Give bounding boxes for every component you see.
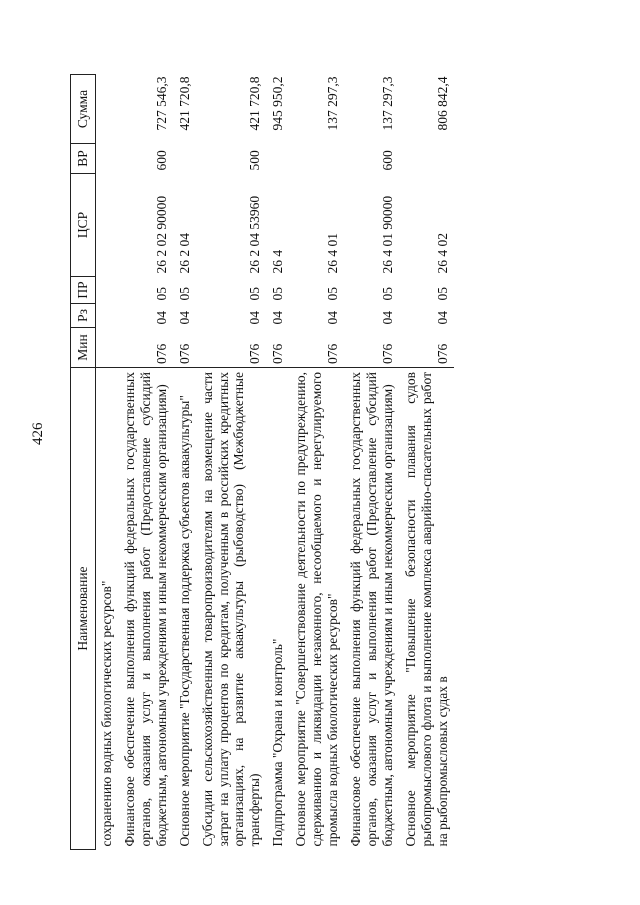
row-csr: 26 4 02 bbox=[434, 233, 450, 274]
row-vr bbox=[289, 144, 344, 174]
row-sum: 137 297,3 bbox=[325, 76, 341, 131]
row-sum bbox=[96, 75, 118, 144]
header-name: Наименование bbox=[71, 368, 96, 850]
page-number: 426 bbox=[30, 422, 46, 445]
row-min: 076 bbox=[196, 328, 267, 368]
row-rz: 04 bbox=[379, 311, 395, 325]
row-rz: 04 bbox=[247, 311, 263, 325]
row-name: Субсидии сельскохозяйственным товаропроизводителям на возмещение части затрат на уплату процентов по кредитам, полученным в российских кредитных организациях, на развитие аквакультуры (рыбоводство) (Межбюджетные трансферты) bbox=[199, 372, 263, 847]
table-row bbox=[344, 75, 399, 850]
row-sum: 727 546,3 bbox=[153, 76, 169, 131]
table-row bbox=[399, 75, 454, 850]
row-pr: 05 bbox=[379, 287, 395, 301]
header-min: Мин bbox=[71, 328, 96, 368]
row-min: 076 bbox=[118, 328, 173, 368]
row-pr: 05 bbox=[270, 287, 286, 301]
row-vr: 600 bbox=[153, 150, 169, 171]
row-name: Подпрограмма "Охрана и контроль" bbox=[270, 638, 286, 847]
header-pr: ПР bbox=[71, 277, 96, 304]
row-name: Основное мероприятие "Совершенствование деятельности по предупреждению, сдерживанию и ликвидации незаконного, несообщаемого и нерегулируемого промысла водных биологических ресурсов" bbox=[293, 372, 341, 847]
header-csr: ЦСР bbox=[71, 174, 96, 277]
budget-sheet bbox=[70, 75, 605, 850]
header-vr: ВР bbox=[71, 144, 96, 174]
row-rz: 04 bbox=[270, 311, 286, 325]
row-rz: 04 bbox=[176, 311, 192, 325]
row-name: сохранению водных биологических ресурсов" bbox=[99, 580, 114, 847]
row-sum: 421 720,8 bbox=[176, 76, 192, 131]
row-pr: 05 bbox=[176, 287, 192, 301]
row-vr bbox=[173, 144, 196, 174]
row-min bbox=[96, 328, 118, 368]
row-pr bbox=[96, 277, 118, 304]
row-pr: 05 bbox=[325, 287, 341, 301]
row-vr bbox=[266, 144, 289, 174]
row-min: 076 bbox=[344, 328, 399, 368]
table-row bbox=[289, 75, 344, 850]
header-rz: Рз bbox=[71, 304, 96, 328]
budget-table bbox=[70, 74, 454, 850]
row-csr bbox=[96, 174, 118, 277]
row-rz bbox=[96, 304, 118, 328]
row-name: Основное мероприятие "Государственная поддержка субъектов аквакультуры" bbox=[176, 395, 192, 847]
row-rz: 04 bbox=[153, 311, 169, 325]
row-sum: 137 297,3 bbox=[379, 76, 395, 131]
row-name: Финансовое обеспечение выполнения функций федеральных государственных органов, оказания услуг и выполнения работ (Предоставление субсидий бюджетным, автономным учреждениям и иным некоммерческим организациям) bbox=[121, 372, 169, 847]
row-min: 076 bbox=[173, 328, 196, 368]
row-sum: 421 720,8 bbox=[247, 76, 263, 131]
table-row bbox=[96, 75, 118, 850]
row-rz: 04 bbox=[325, 311, 341, 325]
row-vr: 600 bbox=[379, 150, 395, 171]
row-vr bbox=[399, 144, 454, 174]
row-min: 076 bbox=[266, 328, 289, 368]
row-vr: 500 bbox=[247, 150, 263, 171]
row-min: 076 bbox=[289, 328, 344, 368]
row-rz: 04 bbox=[434, 311, 450, 325]
row-name: Финансовое обеспечение выполнения функций федеральных государственных органов, оказания услуг и выполнения работ (Предоставление субсидий бюджетным, автономным учреждениям и иным некоммерческим организациям) bbox=[347, 372, 395, 847]
table-row bbox=[173, 75, 196, 850]
table-row bbox=[196, 75, 267, 850]
row-vr bbox=[96, 144, 118, 174]
table-row bbox=[266, 75, 289, 850]
row-csr: 26 4 01 bbox=[325, 233, 341, 274]
row-sum: 945 950,2 bbox=[270, 76, 286, 131]
row-csr: 26 2 04 53960 bbox=[247, 195, 263, 274]
row-csr: 26 2 04 bbox=[176, 233, 192, 274]
table-header-row bbox=[71, 75, 96, 850]
row-min: 076 bbox=[399, 328, 454, 368]
row-csr: 26 2 02 90000 bbox=[153, 195, 169, 274]
row-csr: 26 4 01 90000 bbox=[379, 195, 395, 274]
row-pr: 05 bbox=[153, 287, 169, 301]
header-sum: Сумма bbox=[71, 75, 96, 144]
row-csr: 26 4 bbox=[270, 249, 286, 274]
row-name: Основное мероприятие "Повышение безопасности плавания судов рыбопромыслового флота и выполнение комплекса аварийно-спасательных работ на рыбопромысловых судах в bbox=[402, 372, 450, 847]
row-sum: 806 842,4 bbox=[434, 76, 450, 131]
row-pr: 05 bbox=[247, 287, 263, 301]
row-pr: 05 bbox=[434, 287, 450, 301]
table-row bbox=[118, 75, 173, 850]
